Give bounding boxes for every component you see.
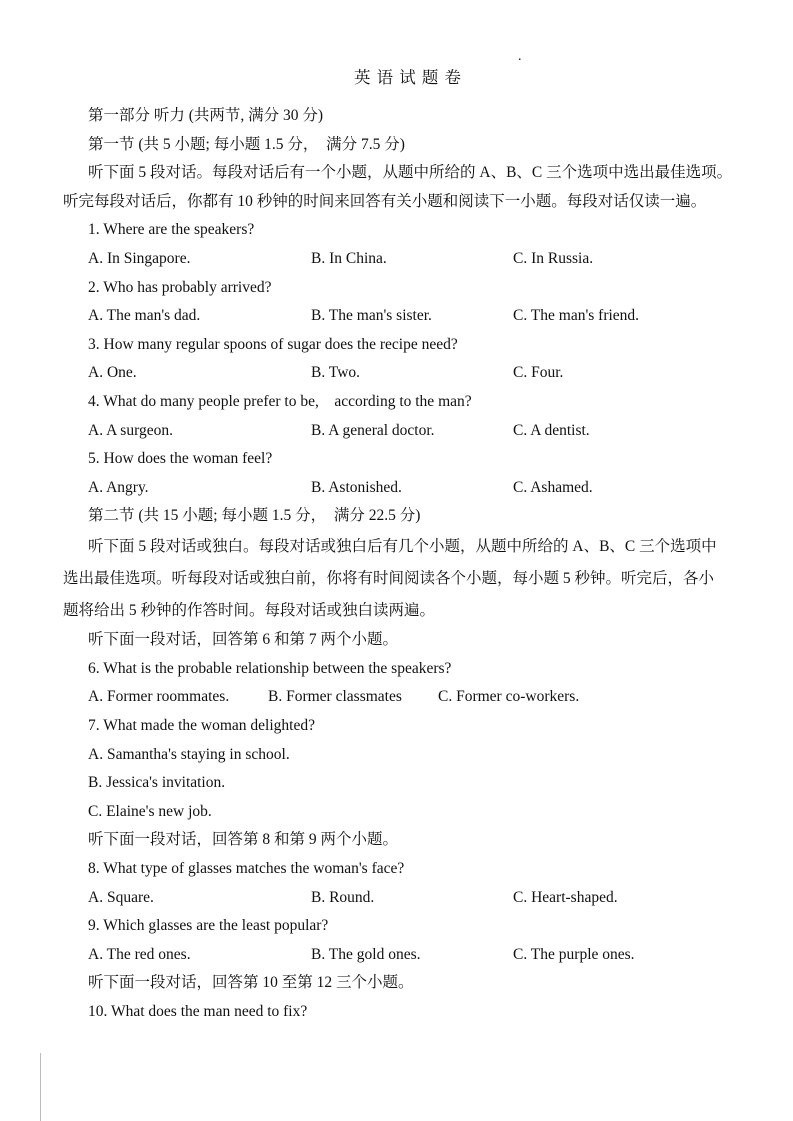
question-options [63,941,753,970]
option-a: A. Angry. [88,478,149,496]
section2-heading: 第二节 (共 15 小题; 每小题 1.5 分， 满分 22.5 分) [88,507,421,525]
section1-heading: 第一节 (共 5 小题; 每小题 1.5 分， 满分 7.5 分) [88,135,405,153]
listening-prompt: 听下面一段对话，回答第 6 和第 7 两个小题。 [88,631,399,649]
option-b: B. Round. [311,888,375,906]
option-a: A. One. [88,364,137,382]
question-stem: 6. What is the probable relationship between the speakers? [88,659,452,677]
option-b: B. The gold ones. [311,945,421,963]
question-options [63,245,753,274]
question-options [63,359,753,388]
option-b: B. Two. [311,364,361,382]
option-c: C. The man's friend. [513,307,640,325]
question-options [63,417,753,446]
option-b: B. In China. [311,249,387,267]
option-a: A. Former roommates. [88,688,230,706]
section2-instructions [63,531,753,626]
stray-dot: . [518,49,522,64]
option-c: C. Heart-shaped. [513,888,618,906]
option-b: B. Jessica's invitation. [88,774,226,792]
option-c: C. In Russia. [513,249,594,267]
question-stem: 9. Which glasses are the least popular? [88,917,329,935]
question-options [63,683,753,712]
option-b: B. Astonished. [311,478,402,496]
option-a: A. Samantha's staying in school. [88,745,290,763]
section2-instruction-line: 听下面 5 段对话或独白。每段对话或独白后有几个小题，从题中所给的 A、B、C 三个选项中 [88,537,717,555]
option-a: A. The red ones. [88,945,191,963]
question-stem: 2. Who has probably arrived? [88,278,272,296]
question-stem: 7. What made the woman delighted? [88,717,315,735]
option-c: C. A dentist. [513,421,590,439]
question-stem: 3. How many regular spoons of sugar does the recipe need? [88,335,458,353]
option-c: C. Elaine's new job. [88,802,212,820]
section1-instruction-line: 听下面 5 段对话。每段对话后有一个小题，从题中所给的 A、B、C 三个选项中选出最佳选项。 [88,164,733,182]
section1-instruction-line: 听完每段对话后，你都有 10 秒钟的时间来回答有关小题和阅读下一小题。每段对话仅读一遍。 [63,192,707,210]
option-a: A. A surgeon. [88,421,173,439]
option-c: C. The purple ones. [513,945,635,963]
option-a: A. In Singapore. [88,249,191,267]
option-c: C. Former co-workers. [438,688,580,706]
option-b: B. The man's sister. [311,307,432,325]
question-stem: 1. Where are the speakers? [88,221,255,239]
part1-heading: 第一部分 听力 (共两节, 满分 30 分) [88,107,324,124]
option-a: A. The man's dad. [88,307,201,325]
exam-title: 英 语 试 题 卷 [354,68,462,87]
question-stem: 8. What type of glasses matches the woman's face? [88,860,405,878]
option-a: A. Square. [88,888,154,906]
question-stem: 4. What do many people prefer to be, according to the man? [88,392,472,410]
section2-instruction-line: 题将给出 5 秒钟的作答时间。每段对话或独白读两遍。 [63,601,436,619]
scan-artifact-line [40,1053,41,1121]
exam-body [63,102,753,1027]
option-c: C. Ashamed. [513,478,593,496]
question-stem: 5. How does the woman feel? [88,450,273,468]
listening-prompt: 听下面一段对话，回答第 10 至第 12 三个小题。 [88,974,414,992]
option-b: B. A general doctor. [311,421,435,439]
listening-prompt: 听下面一段对话，回答第 8 和第 9 两个小题。 [88,831,399,849]
question-options [63,884,753,913]
question-options [63,474,753,503]
option-b: B. Former classmates [268,688,402,706]
option-c: C. Four. [513,364,564,382]
section2-instruction-line: 选出最佳选项。听每段对话或独白前，你将有时间阅读各个小题，每小题 5 秒钟。听完后，各小 [63,569,715,587]
question-options [63,302,753,331]
question-stem: 10. What does the man need to fix? [88,1003,308,1021]
